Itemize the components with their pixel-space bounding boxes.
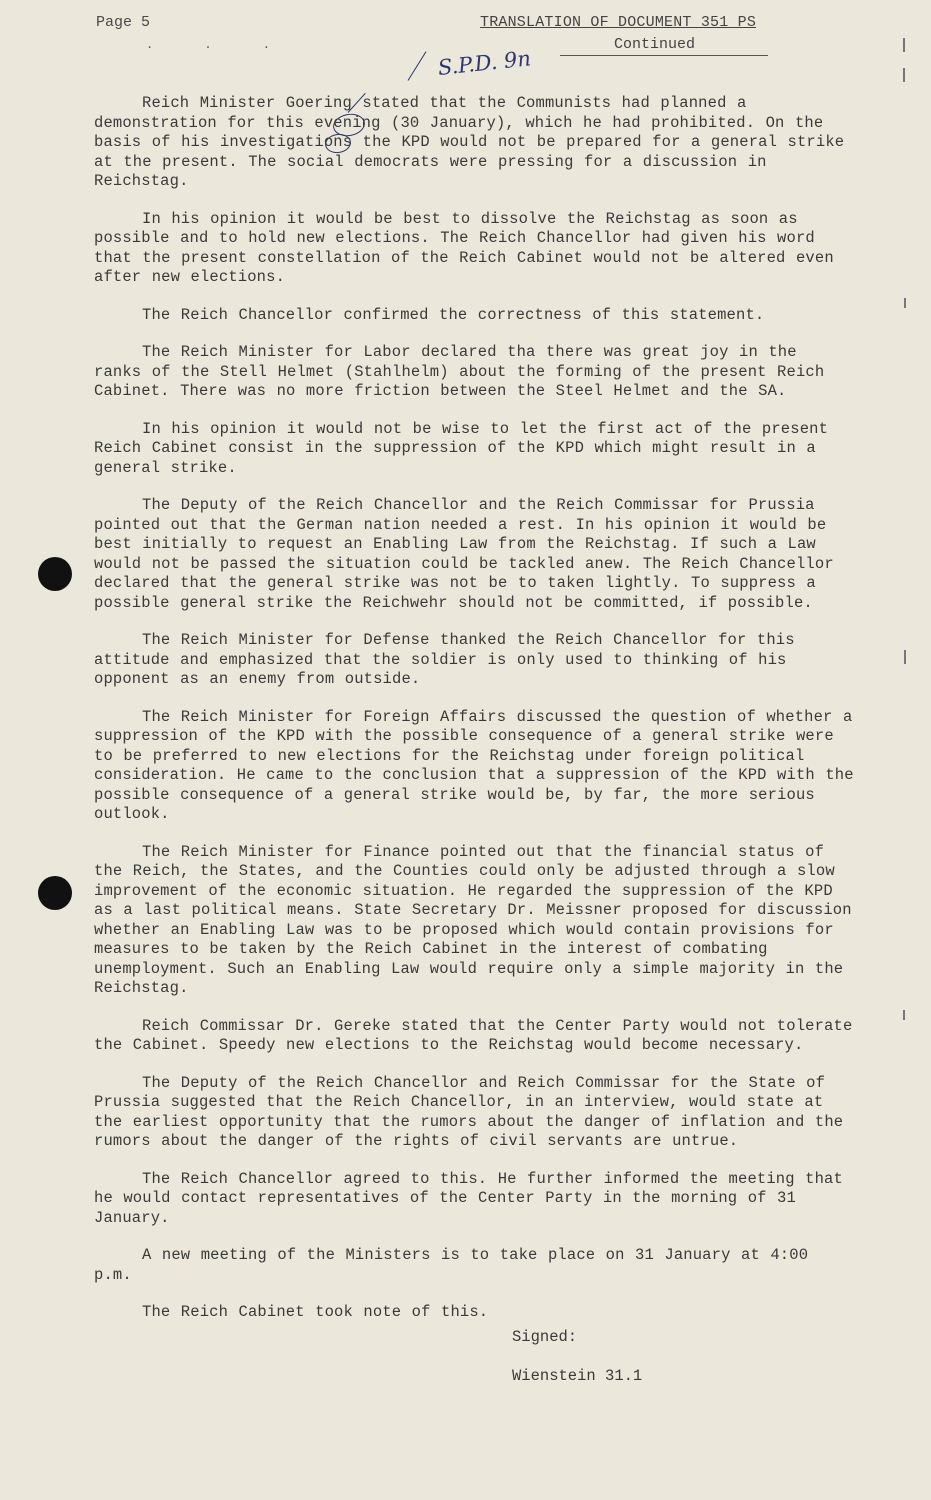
paragraph-chancellor-confirmed: The Reich Chancellor confirmed the correctness of this statement. [142, 305, 765, 324]
margin-mark [903, 1010, 905, 1020]
paragraph-finance-minister: The Reich Minister for Finance pointed out that the financial status of the Reich, the States, and the Counties could only be adjusted through a slow improvement of the economic situation. He regarded the suppression of the KPD as a last political means. State Secretary Dr. Meissner proposed for discussion whether an Enabling Law was to be proposed which would contain provisions for measures to be taken by the Reich Cabinet in the interest of combating unemployment. Such an Enabling Law would require only a simple majority in the Reichstag. [94, 842, 852, 997]
annotation-stroke [408, 51, 427, 80]
paragraph-labor-minister: The Reich Minister for Labor declared tha there was great joy in the ranks of the Stell Helmet (Stahlhelm) about the forming of the present Reich Cabinet. There was no more friction between the Steel Helmet and the SA. [94, 343, 825, 400]
paragraph-foreign-affairs: The Reich Minister for Foreign Affairs discussed the question of whether a suppression of the KPD with the possible consequence of a general strike were to be preferred to new elections for the Reichstag under foreign political consideration. He came to the conclusion that a suppression of the KPD with the possible consequence of a general strike would be, by far, the more serious outlook. [94, 707, 854, 823]
page-number: Page 5 [96, 14, 151, 31]
signature-block [512, 1328, 642, 1386]
margin-mark [904, 650, 906, 664]
paragraph-not-wise: In his opinion it would not be wise to let the first act of the present Reich Cabinet consist in the suppression of the KPD which might result in a general strike. [94, 419, 829, 477]
paragraph-new-meeting: A new meeting of the Ministers is to take place on 31 January at 4:00 p.m. [94, 1246, 809, 1284]
paragraph-defense-minister: The Reich Minister for Defense thanked the Reich Chancellor for this attitude and emphasized that the soldier is only used to thinking of his opponent as an enemy from outside. [94, 631, 795, 688]
paragraph-gereke: Reich Commissar Dr. Gereke stated that the Center Party would not tolerate the Cabinet. Speedy new elections to the Reichstag would become necessary. [94, 1016, 853, 1054]
paragraph-goering: Reich Minister Goering stated that the Communists had planned a demonstration for this evening (30 January), which he had prohibited. On the basis of his investigations the KPD would not be prepared for a general strike at the present. The social democrats were pressing for a discussion in Reichstag. [94, 94, 845, 190]
header-underline [560, 55, 768, 56]
punch-hole [38, 876, 72, 910]
paragraph-dissolve-reichstag: In his opinion it would be best to dissolve the Reichstag as soon as possible and to hold new elections. The Reich Chancellor had given his word that the present constellation of the Reich Cabinet would not be altered even after new elections. [94, 209, 834, 286]
paragraph-chancellor-agreed: The Reich Chancellor agreed to this. He further informed the meeting that he would contact representatives of the Center Party in the morning of 31 January. [94, 1169, 843, 1227]
paragraph-deputy-prussia: The Deputy of the Reich Chancellor and Reich Commissar for the State of Prussia suggested that the Reich Chancellor, in an interview, would state at the earliest opportunity that the rumors about the danger of inflation and the rumors about the danger of the rights of civil servants are untrue. [94, 1073, 844, 1150]
document-body [94, 94, 854, 1323]
margin-mark [904, 298, 906, 308]
signed-label: Signed: [512, 1328, 578, 1346]
document-title: TRANSLATION OF DOCUMENT 351 PS [480, 14, 757, 31]
paragraph-deputy-chancellor: The Deputy of the Reich Chancellor and the Reich Commissar for Prussia pointed out that the German nation needed a rest. In his opinion it would be best initially to request an Enabling Law from the Reichstag. If such a Law would not be passed the situation could be tackled anew. The Reich Chancellor declared that the general strike was not be to taken lightly. To suppress a possible general strike the Reichwehr should not be committed, if possible. [94, 496, 834, 612]
handwritten-annotation: S.P.D. 9n [436, 46, 532, 80]
margin-mark [903, 38, 905, 52]
margin-mark [903, 68, 905, 82]
paragraph-took-note: The Reich Cabinet took note of this. [142, 1303, 489, 1321]
signature-name: Wienstein 31.1 [512, 1366, 643, 1385]
header-dots: . . . [146, 38, 293, 52]
continued-label: Continued [614, 36, 696, 53]
punch-hole [38, 557, 72, 591]
